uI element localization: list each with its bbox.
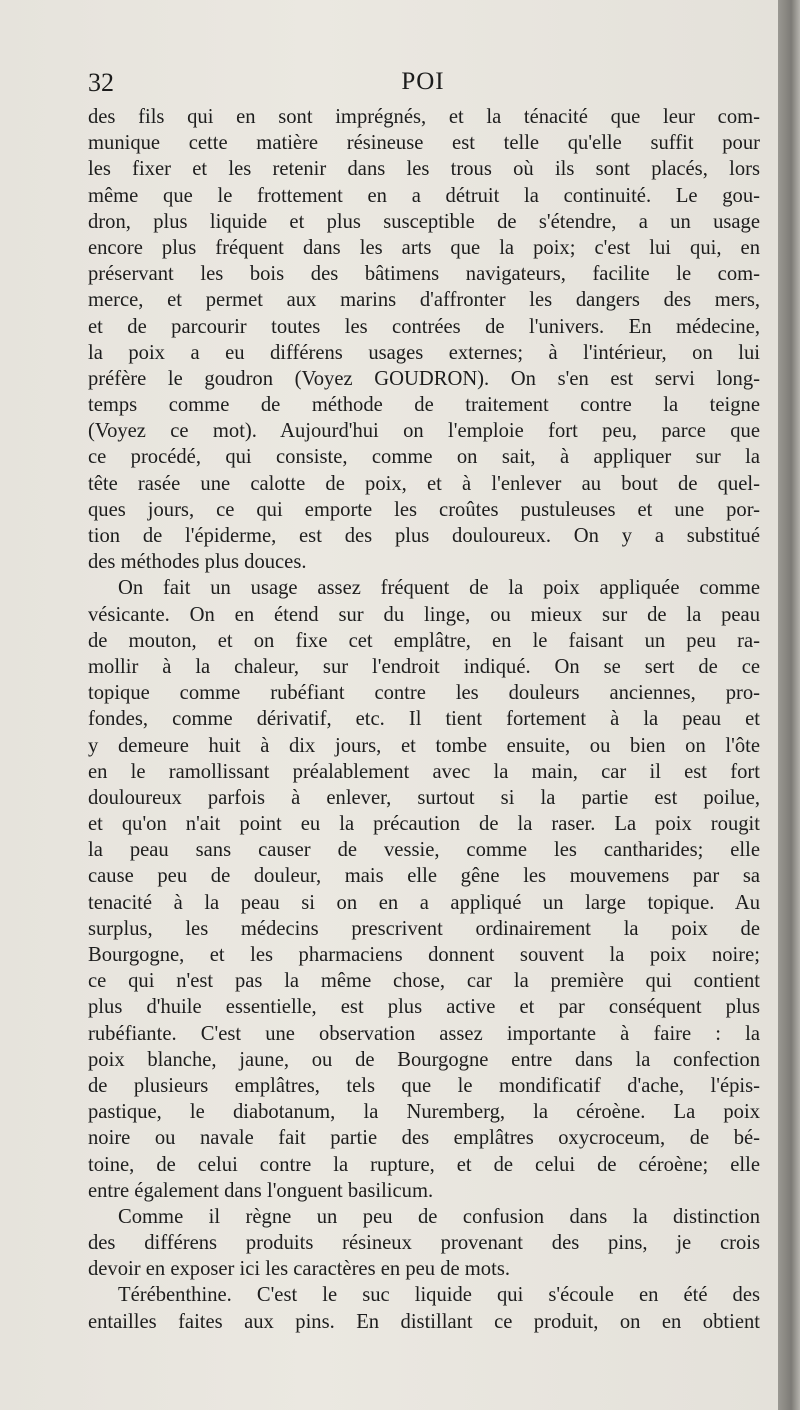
text-line: cause peu de douleur, mais elle gêne les mouvemens par sa <box>88 865 760 888</box>
text-line: poix blanche, jaune, ou de Bourgogne entre dans la confection <box>88 1048 760 1071</box>
text-line: encore plus fréquent dans les arts que la poix; c'est lui qui, en <box>88 236 760 259</box>
running-head: POI <box>401 68 445 95</box>
page-edge-shadow <box>778 0 800 1410</box>
text-line: Bourgogne, et les pharmaciens donnent souvent la poix noire; <box>88 944 760 966</box>
text-line: et qu'on n'ait point eu la précaution de la raser. La poix rougit <box>88 813 760 836</box>
body-text <box>88 104 760 1335</box>
text-line: de plusieurs emplâtres, tels que le mondificatif d'ache, l'épis- <box>88 1074 760 1097</box>
text-line: ce qui n'est pas la même chose, car la première qui contient <box>88 970 760 993</box>
text-line: des méthodes plus douces. <box>88 551 307 574</box>
text-line: topique comme rubéfiant contre les douleurs anciennes, pro- <box>88 682 760 705</box>
text-line: entailles faites aux pins. En distillant ce produit, on en obtient <box>88 1310 760 1333</box>
paragraph <box>88 1204 760 1283</box>
text-line: des différens produits résineux provenant des pins, je crois <box>88 1232 760 1255</box>
text-line: temps comme de méthode de traitement contre la teigne <box>88 394 760 417</box>
text-line: entre également dans l'onguent basilicum. <box>88 1179 434 1202</box>
text-line: en le ramollissant préalablement avec la main, car il est fort <box>88 760 760 783</box>
text-line: pastique, le diabotanum, la Nuremberg, la céroène. La poix <box>88 1101 760 1124</box>
page-number: 32 <box>88 68 114 97</box>
text-line: la peau sans causer de vessie, comme les cantharides; elle <box>88 839 760 862</box>
text-line: toine, de celui contre la rupture, et de celui de céroène; elle <box>88 1153 760 1176</box>
text-line: noire ou navale fait partie des emplâtres oxycroceum, de bé- <box>88 1127 760 1150</box>
text-line: préservant les bois des bâtimens navigateurs, facilite le com- <box>88 263 760 286</box>
text-line: vésicante. On en étend sur du linge, ou mieux sur de la peau <box>88 603 760 626</box>
page-header <box>88 68 758 104</box>
text-line: ce procédé, qui consiste, comme on sait, à appliquer sur la <box>88 446 760 469</box>
text-line: surplus, les médecins prescrivent ordinairement la poix de <box>88 917 760 940</box>
text-line: On fait un usage assez fréquent de la poix appliquée comme <box>118 577 760 600</box>
text-line: Térébenthine. C'est le suc liquide qui s'écoule en été des <box>118 1284 760 1307</box>
text-line: tenacité à la peau si on en a appliqué un large topique. Au <box>88 891 760 914</box>
text-line: fondes, comme dérivatif, etc. Il tient fortement à la peau et <box>88 708 760 731</box>
text-line: mollir à la chaleur, sur l'endroit indiqué. On se sert de ce <box>88 655 760 678</box>
text-line: y demeure huit à dix jours, et tombe ensuite, ou bien on l'ôte <box>88 734 760 757</box>
text-line: rubéfiante. C'est une observation assez importante à faire : la <box>88 1022 760 1045</box>
paragraph <box>88 104 760 575</box>
text-line: et de parcourir toutes les contrées de l'univers. En médecine, <box>88 315 760 338</box>
text-line: merce, et permet aux marins d'affronter les dangers des mers, <box>88 289 760 312</box>
text-line: les fixer et les retenir dans les trous où ils sont placés, lors <box>88 158 760 181</box>
text-line: dron, plus liquide et plus susceptible de s'étendre, a un usage <box>88 210 760 233</box>
text-line: munique cette matière résineuse est telle qu'elle suffit pour <box>88 132 760 155</box>
text-line: plus d'huile essentielle, est plus active et par conséquent plus <box>88 996 760 1019</box>
text-line: Comme il règne un peu de confusion dans la distinction <box>118 1205 760 1228</box>
paragraph <box>88 575 760 1204</box>
text-line: devoir en exposer ici les caractères en peu de mots. <box>88 1258 510 1281</box>
text-line: préfère le goudron (Voyez GOUDRON). On s'en est servi long- <box>88 367 760 390</box>
text-line: tête rasée une calotte de poix, et à l'enlever au bout de quel- <box>88 472 760 495</box>
text-line: même que le frottement en a détruit la continuité. Le gou- <box>88 184 760 207</box>
text-line: tion de l'épiderme, est des plus douloureux. On y a substitué <box>88 525 760 547</box>
text-line: (Voyez ce mot). Aujourd'hui on l'emploie fort peu, parce que <box>88 420 760 443</box>
paragraph <box>88 1282 760 1334</box>
text-line: douloureux parfois à enlever, surtout si la partie est poilue, <box>88 786 760 809</box>
text-line: ques jours, ce qui emporte les croûtes pustuleuses et une por- <box>88 498 760 521</box>
text-line: des fils qui en sont imprégnés, et la ténacité que leur com- <box>88 106 760 128</box>
text-line: la poix a eu différens usages externes; à l'intérieur, on lui <box>88 341 760 364</box>
text-line: de mouton, et on fixe cet emplâtre, en le faisant un peu ra- <box>88 629 760 652</box>
